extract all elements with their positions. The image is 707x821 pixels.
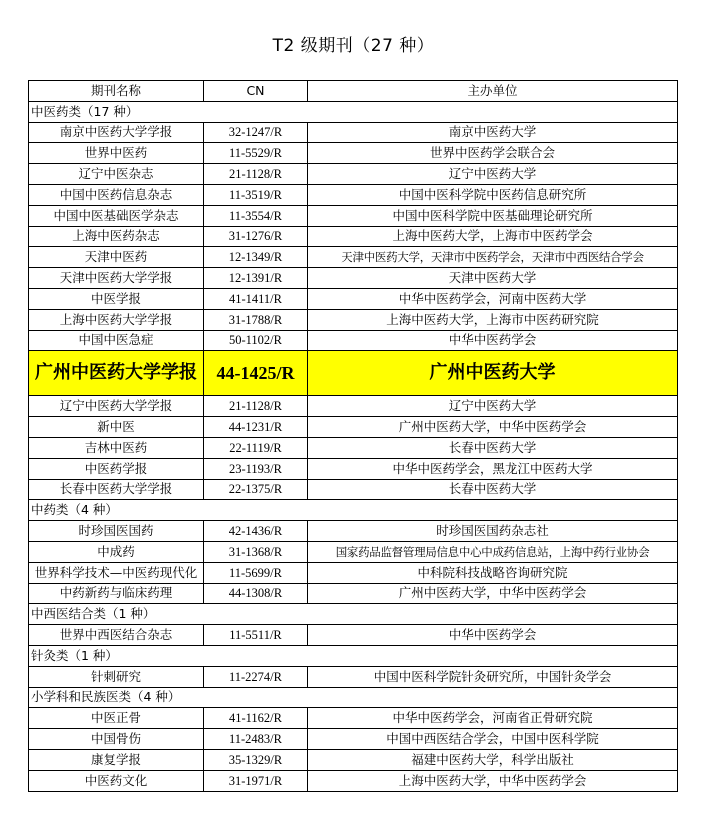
journal-cn: 22-1119/R bbox=[204, 437, 308, 458]
journal-table-body bbox=[29, 81, 678, 792]
journal-cn: 11-3554/R bbox=[204, 205, 308, 226]
journal-cn: 22-1375/R bbox=[204, 479, 308, 500]
journal-name: 中医正骨 bbox=[29, 708, 204, 729]
journal-row bbox=[29, 458, 678, 479]
category-row bbox=[29, 101, 678, 122]
journal-name: 上海中医药大学学报 bbox=[29, 309, 204, 330]
journal-publisher: 世界中医药学会联合会 bbox=[308, 143, 678, 164]
journal-name: 中成药 bbox=[29, 541, 204, 562]
journal-row bbox=[29, 749, 678, 770]
journal-cn: 11-2274/R bbox=[204, 666, 308, 687]
journal-publisher: 中华中医药学会，河南中医药大学 bbox=[308, 288, 678, 309]
journal-row bbox=[29, 562, 678, 583]
journal-name: 时珍国医国药 bbox=[29, 521, 204, 542]
journal-name: 中医学报 bbox=[29, 288, 204, 309]
category-row bbox=[29, 645, 678, 666]
journal-cn: 11-5511/R bbox=[204, 625, 308, 646]
header-publisher: 主办单位 bbox=[308, 81, 678, 102]
header-cn: CN bbox=[204, 81, 308, 102]
journal-publisher: 广州中医药大学，中华中医药学会 bbox=[308, 583, 678, 604]
journal-cn: 35-1329/R bbox=[204, 749, 308, 770]
journal-publisher: 南京中医药大学 bbox=[308, 122, 678, 143]
journal-name: 长春中医药大学学报 bbox=[29, 479, 204, 500]
journal-row bbox=[29, 247, 678, 268]
category-row bbox=[29, 687, 678, 708]
journal-cn: 41-1411/R bbox=[204, 288, 308, 309]
journal-row bbox=[29, 205, 678, 226]
journal-publisher: 辽宁中医药大学 bbox=[308, 164, 678, 185]
journal-name: 南京中医药大学学报 bbox=[29, 122, 204, 143]
journal-table bbox=[28, 80, 678, 792]
journal-cn: 50-1102/R bbox=[204, 330, 308, 351]
category-row bbox=[29, 604, 678, 625]
journal-publisher: 中国中西医结合学会，中国中医科学院 bbox=[308, 729, 678, 750]
journal-publisher: 上海中医药大学，上海市中医药学会 bbox=[308, 226, 678, 247]
journal-publisher: 天津中医药大学，天津市中医药学会，天津市中西医结合学会 bbox=[308, 247, 678, 268]
journal-row bbox=[29, 437, 678, 458]
journal-name: 天津中医药大学学报 bbox=[29, 268, 204, 289]
journal-row bbox=[29, 417, 678, 438]
journal-cn: 11-3519/R bbox=[204, 184, 308, 205]
page-title: T2 级期刊（27 种） bbox=[272, 36, 435, 56]
journal-publisher: 广州中医药大学 bbox=[308, 351, 678, 396]
journal-publisher: 中华中医药学会，河南省正骨研究院 bbox=[308, 708, 678, 729]
journal-name: 中药新药与临床药理 bbox=[29, 583, 204, 604]
journal-row bbox=[29, 143, 678, 164]
journal-publisher: 国家药品监督管理局信息中心中成药信息站，上海中药行业协会 bbox=[308, 541, 678, 562]
journal-row bbox=[29, 666, 678, 687]
journal-row bbox=[29, 184, 678, 205]
journal-name: 中国中医急症 bbox=[29, 330, 204, 351]
journal-cn: 31-1276/R bbox=[204, 226, 308, 247]
journal-row bbox=[29, 396, 678, 417]
journal-cn: 11-5529/R bbox=[204, 143, 308, 164]
journal-row bbox=[29, 268, 678, 289]
journal-name: 新中医 bbox=[29, 417, 204, 438]
category-label: 中药类（4 种） bbox=[29, 500, 678, 521]
journal-row bbox=[29, 226, 678, 247]
category-label: 针灸类（1 种） bbox=[29, 645, 678, 666]
journal-name: 世界中医药 bbox=[29, 143, 204, 164]
journal-name: 中医药文化 bbox=[29, 770, 204, 791]
journal-row bbox=[29, 521, 678, 542]
journal-cn: 31-1368/R bbox=[204, 541, 308, 562]
journal-row bbox=[29, 708, 678, 729]
journal-name: 中国骨伤 bbox=[29, 729, 204, 750]
journal-row bbox=[29, 541, 678, 562]
journal-name: 世界中西医结合杂志 bbox=[29, 625, 204, 646]
journal-publisher: 天津中医药大学 bbox=[308, 268, 678, 289]
journal-publisher: 广州中医药大学，中华中医药学会 bbox=[308, 417, 678, 438]
journal-row bbox=[29, 729, 678, 750]
journal-cn: 42-1436/R bbox=[204, 521, 308, 542]
journal-cn: 31-1971/R bbox=[204, 770, 308, 791]
journal-publisher: 上海中医药大学，中华中医药学会 bbox=[308, 770, 678, 791]
journal-publisher: 中国中医科学院中医基础理论研究所 bbox=[308, 205, 678, 226]
journal-cn: 21-1128/R bbox=[204, 396, 308, 417]
journal-publisher: 上海中医药大学，上海市中医药研究院 bbox=[308, 309, 678, 330]
journal-name: 中国中医药信息杂志 bbox=[29, 184, 204, 205]
journal-publisher: 时珍国医国药杂志社 bbox=[308, 521, 678, 542]
journal-publisher: 中华中医药学会 bbox=[308, 330, 678, 351]
journal-name: 广州中医药大学学报 bbox=[29, 351, 204, 396]
journal-cn: 12-1349/R bbox=[204, 247, 308, 268]
journal-publisher: 辽宁中医药大学 bbox=[308, 396, 678, 417]
journal-row bbox=[29, 288, 678, 309]
journal-name: 吉林中医药 bbox=[29, 437, 204, 458]
journal-cn: 32-1247/R bbox=[204, 122, 308, 143]
header-name: 期刊名称 bbox=[29, 81, 204, 102]
journal-row bbox=[29, 164, 678, 185]
journal-name: 世界科学技术—中医药现代化 bbox=[29, 562, 204, 583]
journal-cn: 23-1193/R bbox=[204, 458, 308, 479]
journal-publisher: 长春中医药大学 bbox=[308, 479, 678, 500]
journal-cn: 44-1425/R bbox=[204, 351, 308, 396]
journal-cn: 44-1231/R bbox=[204, 417, 308, 438]
journal-cn: 11-5699/R bbox=[204, 562, 308, 583]
journal-name: 针刺研究 bbox=[29, 666, 204, 687]
journal-cn: 21-1128/R bbox=[204, 164, 308, 185]
journal-row bbox=[29, 625, 678, 646]
journal-cn: 41-1162/R bbox=[204, 708, 308, 729]
journal-row bbox=[29, 583, 678, 604]
journal-publisher: 中华中医药学会，黑龙江中医药大学 bbox=[308, 458, 678, 479]
journal-publisher: 福建中医药大学，科学出版社 bbox=[308, 749, 678, 770]
journal-row bbox=[29, 770, 678, 791]
journal-cn: 11-2483/R bbox=[204, 729, 308, 750]
journal-name: 天津中医药 bbox=[29, 247, 204, 268]
journal-publisher: 中国中医科学院针灸研究所，中国针灸学会 bbox=[308, 666, 678, 687]
table-header-row bbox=[29, 81, 678, 102]
journal-name: 康复学报 bbox=[29, 749, 204, 770]
journal-name: 上海中医药杂志 bbox=[29, 226, 204, 247]
category-label: 小学科和民族医类（4 种） bbox=[29, 687, 678, 708]
journal-row bbox=[29, 479, 678, 500]
journal-publisher: 中国中医科学院中医药信息研究所 bbox=[308, 184, 678, 205]
journal-row bbox=[29, 122, 678, 143]
journal-cn: 44-1308/R bbox=[204, 583, 308, 604]
highlighted-journal-row bbox=[29, 351, 678, 396]
journal-row bbox=[29, 330, 678, 351]
journal-publisher: 长春中医药大学 bbox=[308, 437, 678, 458]
journal-publisher: 中华中医药学会 bbox=[308, 625, 678, 646]
journal-cn: 31-1788/R bbox=[204, 309, 308, 330]
journal-cn: 12-1391/R bbox=[204, 268, 308, 289]
category-label: 中西医结合类（1 种） bbox=[29, 604, 678, 625]
journal-publisher: 中科院科技战略咨询研究院 bbox=[308, 562, 678, 583]
journal-name: 中国中医基础医学杂志 bbox=[29, 205, 204, 226]
category-label: 中医药类（17 种） bbox=[29, 101, 678, 122]
journal-name: 中医药学报 bbox=[29, 458, 204, 479]
category-row bbox=[29, 500, 678, 521]
journal-name: 辽宁中医药大学学报 bbox=[29, 396, 204, 417]
journal-row bbox=[29, 309, 678, 330]
journal-name: 辽宁中医杂志 bbox=[29, 164, 204, 185]
